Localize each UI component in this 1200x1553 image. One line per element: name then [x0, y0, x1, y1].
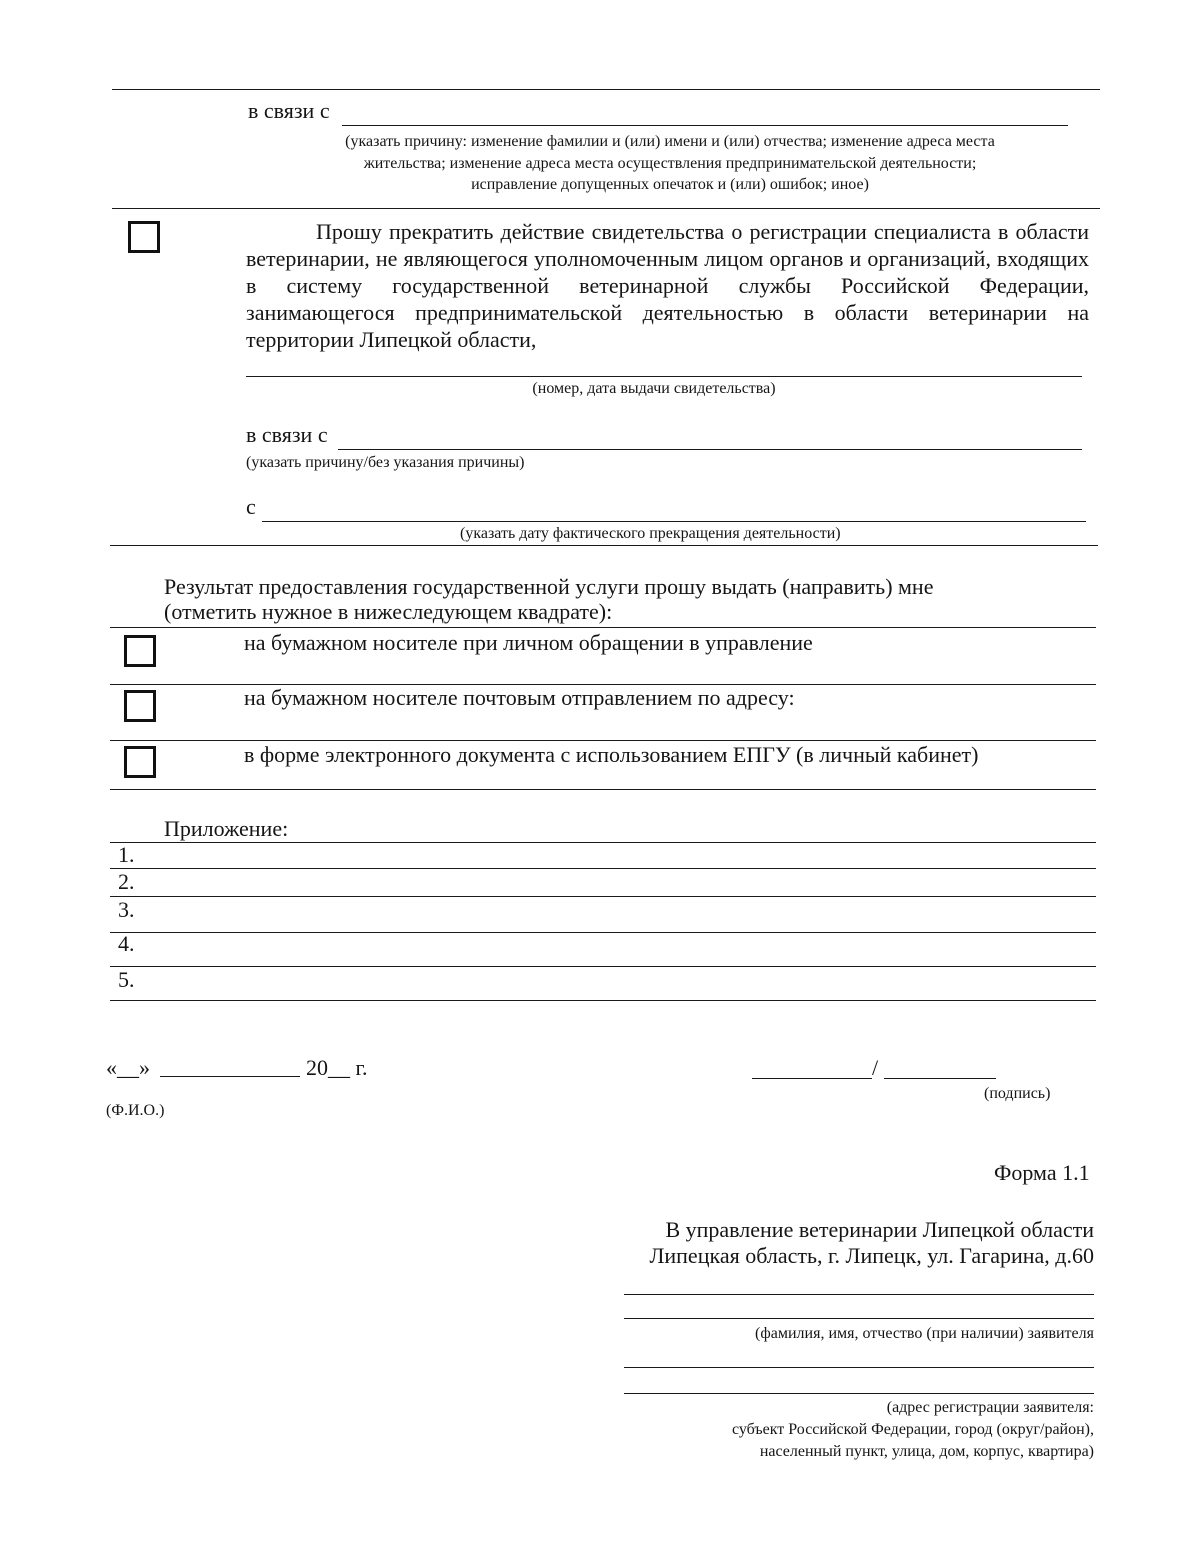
date-day: «__»	[106, 1055, 150, 1080]
attachment-item-4: 4.	[118, 931, 135, 956]
termination-date-input-line	[262, 521, 1086, 522]
delivery-intro-line-2: (отметить нужное в нижеследующем квадрате):	[164, 599, 613, 624]
top-separator-line	[112, 89, 1100, 90]
delivery-separator-3	[110, 789, 1096, 790]
termination-reason-input-line	[338, 449, 1082, 450]
applicant-name-line-1	[624, 1294, 1094, 1295]
attachments-line-1	[110, 868, 1096, 869]
delivery-checkbox-in-person[interactable]	[124, 635, 156, 667]
termination-date-label: с	[246, 494, 256, 519]
attachment-item-5: 5.	[118, 967, 135, 992]
attachment-item-3: 3.	[118, 897, 135, 922]
signature-hint: (подпись)	[984, 1085, 1051, 1102]
addressee-line-2: Липецкая область, г. Липецк, ул. Гагарина, д.60	[649, 1243, 1094, 1268]
attachments-line-5	[110, 1000, 1096, 1001]
delivery-checkbox-post[interactable]	[124, 690, 156, 722]
form-label: Форма 1.1	[994, 1160, 1090, 1185]
applicant-address-line-2	[624, 1393, 1094, 1394]
section-separator-1	[112, 208, 1100, 209]
signature-line-left	[752, 1078, 872, 1079]
date-month-line	[160, 1076, 300, 1077]
attachment-item-2: 2.	[118, 869, 135, 894]
section-separator-2	[110, 545, 1098, 546]
delivery-option-in-person: на бумажном носителе при личном обращении в управление	[244, 630, 813, 655]
certificate-input-line	[246, 376, 1082, 377]
attachments-line-2	[110, 896, 1096, 897]
delivery-separator-2	[110, 740, 1096, 741]
date-year: 20__ г.	[306, 1055, 368, 1080]
termination-paragraph: Прошу прекратить действие свидетельства о регистрации специалиста в области ветеринарии, не являющегося уполномоченным лицом органов и организаций, входящих в систему государственной ветеринарной службы Российской Федерации, занимающегося предпринимательской деятельностью в области ветеринарии на территории Липецкой области,	[246, 219, 1089, 352]
attachments-line-3	[110, 932, 1096, 933]
applicant-address-line-1	[624, 1367, 1094, 1368]
delivery-option-post: на бумажном носителе почтовым отправлением по адресу:	[244, 685, 795, 710]
reason-input-line	[342, 125, 1068, 126]
termination-reason-hint: (указать причину/без указания причины)	[246, 454, 525, 471]
address-hint-line-2: субъект Российской Федерации, город (округ/район),	[731, 1421, 1094, 1438]
attachment-item-1: 1.	[118, 842, 135, 867]
termination-date-hint: (указать дату фактического прекращения деятельности)	[460, 525, 841, 542]
delivery-separator-0	[110, 627, 1096, 628]
reason-hint-line-1: (указать причину: изменение фамилии и (или) имени и (или) отчества; изменение адреса места	[345, 133, 995, 150]
delivery-checkbox-epgu[interactable]	[124, 746, 156, 778]
fio-hint: (Ф.И.О.)	[106, 1102, 165, 1119]
addressee-line-1: В управление ветеринарии Липецкой области	[665, 1217, 1094, 1242]
reason-hint-line-2: жительства; изменение адреса места осуществления предпринимательской деятельности;	[363, 155, 977, 172]
applicant-name-hint: (фамилия, имя, отчество (при наличии) заявителя	[755, 1325, 1094, 1342]
signature-slash: /	[872, 1055, 879, 1080]
certificate-hint: (номер, дата выдачи свидетельства)	[532, 380, 776, 397]
delivery-option-epgu: в форме электронного документа с использованием ЕПГУ (в личный кабинет)	[244, 742, 979, 767]
applicant-name-line-2	[624, 1318, 1094, 1319]
signature-line-right	[884, 1078, 996, 1079]
reason-label: в связи с	[248, 98, 330, 123]
address-hint-line-3: населенный пункт, улица, дом, корпус, квартира)	[759, 1443, 1094, 1460]
attachments-title: Приложение:	[164, 816, 289, 841]
reason-hint-line-3: исправление допущенных опечаток и (или) ошибок; иное)	[471, 176, 869, 193]
termination-checkbox[interactable]	[128, 221, 160, 253]
address-hint-line-1: (адрес регистрации заявителя:	[886, 1399, 1094, 1416]
delivery-intro-line-1: Результат предоставления государственной услуги прошу выдать (направить) мне	[164, 574, 934, 599]
termination-reason-label: в связи с	[246, 422, 328, 447]
attachments-line-4	[110, 966, 1096, 967]
attachments-line-0	[110, 842, 1096, 843]
